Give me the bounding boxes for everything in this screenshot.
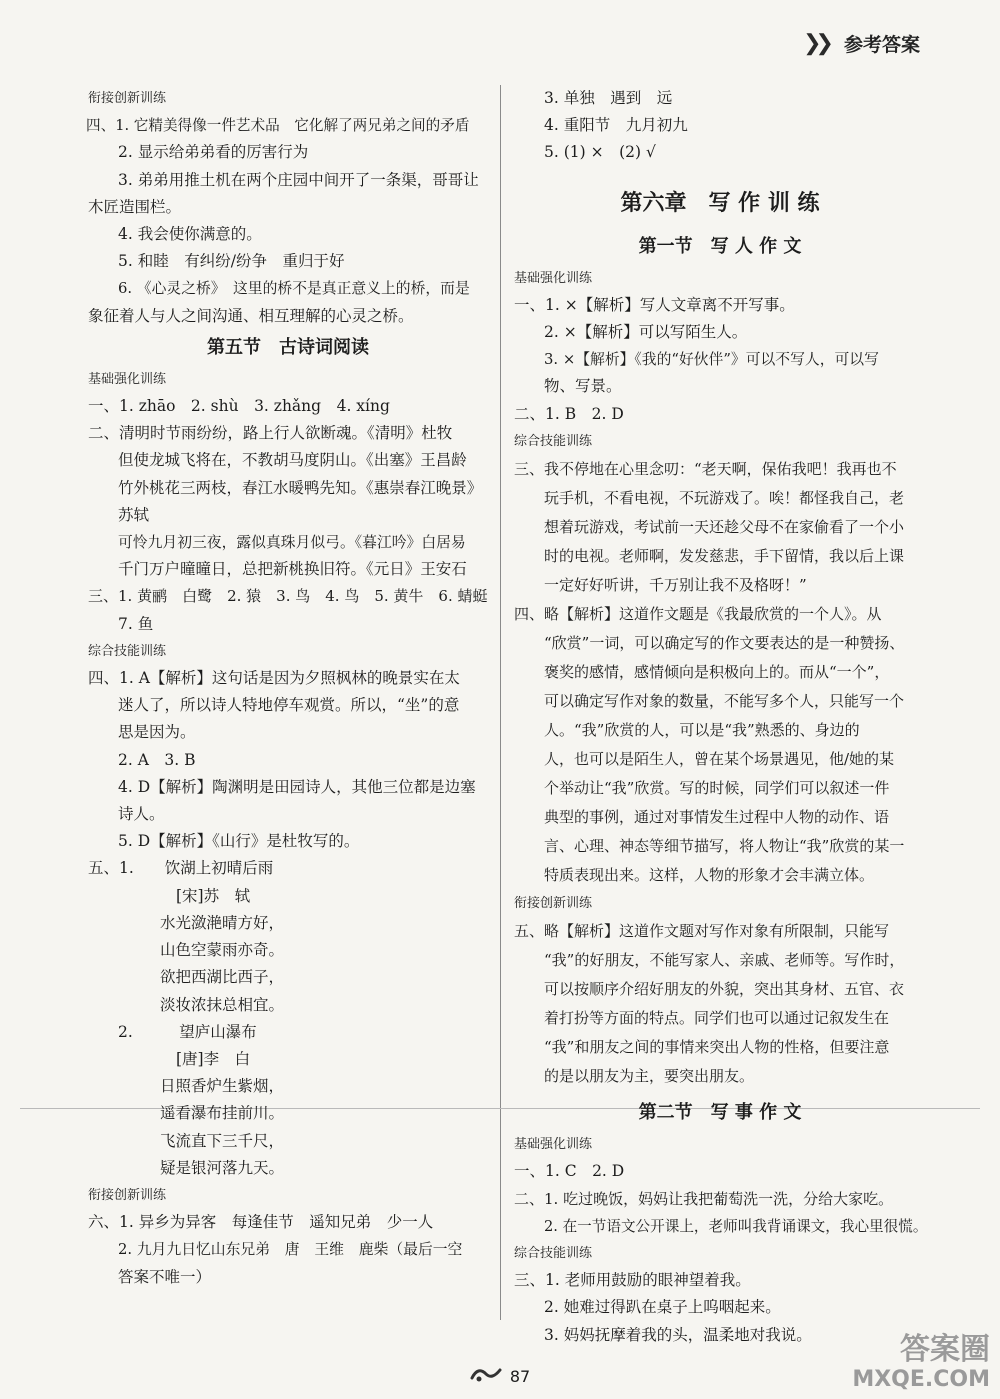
answer-line: 玩手机，不看电视，不玩游戏了。唉！都怪我自己，老	[544, 489, 905, 508]
answer-line: 诗人。	[118, 805, 165, 824]
category-label: 综合技能训练	[88, 643, 167, 659]
page-header	[803, 30, 920, 57]
answer-line: 的是以朋友为主，要突出朋友。	[544, 1067, 755, 1086]
answer-line: 一、1. C 2. D	[514, 1162, 625, 1181]
answer-line: 3. 弟弟用推土机在两个庄园中间开了一条渠，哥哥让	[118, 170, 479, 189]
answer-line: 四、略【解析】这道作文题是《我最欣赏的一个人》。从	[514, 605, 882, 624]
category-label: 基础强化训练	[514, 270, 593, 286]
answer-line: 三、我不停地在心里念叨：“老天啊，保佑我吧！我再也不	[514, 460, 897, 479]
category-label: 基础强化训练	[88, 371, 167, 387]
swirl-logo-icon	[470, 1364, 504, 1389]
poem-line: 遥看瀑布挂前川。	[160, 1104, 285, 1123]
poem-author: [唐]李 白	[176, 1049, 251, 1068]
watermark	[852, 1333, 990, 1393]
poem-line: 日照香炉生紫烟，	[160, 1077, 285, 1096]
poem-line: 淡妆浓抹总相宜。	[160, 995, 285, 1014]
answer-line: 5. D【解析】《山行》是杜牧写的。	[118, 832, 360, 851]
answer-line: 时的电视。老师啊，发发慈悲，手下留情，我以后上课	[544, 547, 905, 566]
answer-line: 象征着人与人之间沟通、相互理解的心灵之桥。	[88, 306, 414, 325]
poem-author: [宋]苏 轼	[176, 886, 251, 905]
chapter-title: 第六章 写 作 训 练	[620, 190, 820, 216]
answer-line: 2. 她难过得趴在桌子上呜咽起来。	[544, 1298, 781, 1317]
answer-line: 3. ×【解析】《我的“好伙伴”》可以不写人，可以写	[544, 351, 879, 369]
poem-title: 2. 望庐山瀑布	[118, 1022, 257, 1041]
answer-line: 千门万户曈曈日，总把新桃换旧符。《元日》王安石	[118, 560, 467, 579]
answer-line: 物、写景。	[544, 377, 622, 396]
double-chevron-right-icon: ❯❯	[803, 31, 828, 56]
answer-line: 三、1. 黄鹂 白鹭 2. 猿 3. 鸟 4. 鸟 5. 黄牛 6. 蜻蜓	[88, 587, 488, 606]
answer-line: 褒奖的感情，感情倾向是积极向上的。而从“一个”，	[544, 663, 890, 682]
category-label: 衔接创新训练	[88, 91, 167, 106]
section-title: 第二节 写 事 作 文	[638, 1102, 802, 1124]
category-label: 综合技能训练	[514, 1246, 593, 1262]
answer-line: 思是因为。	[118, 723, 196, 742]
answer-line: 二、1. 吃过晚饭，妈妈让我把葡萄洗一洗，分给大家吃。	[514, 1189, 894, 1208]
answer-line: 二、1. B 2. D	[514, 404, 624, 423]
answer-line: 可以确定写作对象的数量，不能写多个人，只能写一个	[544, 692, 905, 711]
category-label: 衔接创新训练	[88, 1187, 167, 1203]
answer-line: 迷人了，所以诗人特地停车观赏。所以，“坐”的意	[118, 696, 460, 715]
answer-line: 3. 单独 遇到 远	[544, 89, 673, 107]
answer-line: 五、略【解析】这道作文题对写作对象有所限制，只能写	[514, 922, 890, 941]
answer-line: 竹外桃花三两枝，春江水暖鸭先知。《惠崇春江晚景》	[118, 478, 483, 497]
category-label: 衔接创新训练	[514, 896, 593, 912]
answer-line: 想着玩游戏，考试前一天还趁父母不在家偷看了一个小	[544, 518, 905, 537]
column-divider	[500, 85, 501, 1320]
poem-line: 水光潋滟晴方好，	[160, 913, 285, 932]
answer-line: 3. 妈妈抚摩着我的头，温柔地对我说。	[544, 1325, 812, 1344]
answer-line: 一定好好听讲，千万别让我不及格呀！”	[544, 576, 807, 595]
answer-line: 但使龙城飞将在，不教胡马度阴山。《出塞》王昌龄	[118, 451, 467, 470]
answer-line: 四、1. A【解析】这句话是因为夕照枫林的晚景实在太	[88, 669, 460, 688]
page-footer	[0, 1364, 1000, 1389]
answer-line: 5. (1) × (2) √	[544, 143, 656, 162]
answer-line: 2. A 3. B	[118, 750, 196, 769]
section-title: 第一节 写 人 作 文	[638, 235, 802, 257]
answer-line: 答案不唯一）	[118, 1267, 212, 1286]
right-column	[514, 85, 926, 1349]
answer-line: 2. 在一节语文公开课上，老师叫我背诵课文，我心里很慌。	[544, 1217, 928, 1235]
watermark-logo: 答案圈	[900, 1332, 990, 1367]
section-title: 第五节 古诗词阅读	[207, 336, 369, 358]
answer-line: 一、1. ×【解析】写人文章离不开写事。	[514, 295, 795, 314]
category-label: 基础强化训练	[514, 1137, 593, 1153]
answer-line: 木匠造围栏。	[88, 197, 182, 216]
answer-line: 2. ×【解析】可以写陌生人。	[544, 323, 748, 342]
answer-line: 着打扮等方面的特点。同学们也可以通过记叙发生在	[544, 1009, 890, 1028]
answer-line: 人，也可以是陌生人，曾在某个场景遇见，他/她的某	[544, 750, 895, 769]
watermark-url: MXQE.COM	[852, 1367, 990, 1392]
poem-line: 飞流直下三千尺，	[160, 1131, 285, 1150]
answer-line: “我”和朋友之间的事情来突出人物的性格，但要注意	[544, 1038, 890, 1057]
answer-line: 人。“我”欣赏的人，可以是“我”熟悉的、身边的	[544, 721, 860, 740]
answer-line: 2. 九月九日忆山东兄弟 唐 王维 鹿柴（最后一空	[118, 1241, 463, 1259]
answer-line: 个举动让“我”欣赏。写的时候，同学们可以叙述一件	[544, 779, 890, 798]
answer-line: 苏轼	[118, 505, 150, 524]
header-title: 参考答案	[843, 34, 920, 56]
answer-line: 言、心理、神态等细节描写，将人物让“我”欣赏的某一	[544, 837, 905, 856]
poem-title: 五、1. 饮湖上初晴后雨	[88, 859, 274, 878]
answer-line: 典型的事例，通过对事情发生过程中人物的动作、语	[544, 808, 890, 827]
answer-line: 4. D【解析】陶渊明是田园诗人，其他三位都是边塞	[118, 777, 476, 796]
answer-line: “我”的好朋友，不能写家人、亲戚、老师等。写作时，	[544, 951, 905, 970]
page-number: 87	[509, 1367, 531, 1386]
answer-line: 二、清明时节雨纷纷，路上行人欲断魂。《清明》杜牧	[88, 424, 453, 443]
answer-line: 6. 《心灵之桥》 这里的桥不是真正意义上的桥，而是	[118, 280, 470, 298]
category-label: 综合技能训练	[514, 433, 593, 449]
answer-line: 三、1. 老师用鼓励的眼神望着我。	[514, 1271, 751, 1290]
answer-line: 一、1. zhāo 2. shù 3. zhǎng 4. xíng	[88, 397, 390, 416]
answer-line: 四、1. 它精美得像一件艺术品 它化解了两兄弟之间的矛盾	[86, 117, 470, 135]
poem-line: 欲把西湖比西子，	[160, 968, 285, 987]
answer-line: “欣赏”一词，可以确定写的作文要表达的是一种赞扬、	[544, 634, 905, 653]
answer-line: 4. 重阳节 九月初九	[544, 116, 688, 135]
answer-line: 4. 我会使你满意的。	[118, 225, 262, 244]
answer-line: 7. 鱼	[118, 614, 154, 633]
answer-line: 可怜九月初三夜，露似真珠月似弓。《暮江吟》白居易	[118, 534, 466, 552]
answer-line: 特质表现出来。这样，人物的形象才会丰满立体。	[544, 866, 875, 885]
poem-line: 山色空蒙雨亦奇。	[160, 941, 285, 960]
answer-line: 六、1. 异乡为异客 每逢佳节 遥知兄弟 少一人	[88, 1213, 434, 1232]
poem-line: 疑是银河落九天。	[160, 1158, 285, 1177]
left-column	[88, 85, 488, 1291]
answer-line: 5. 和睦 有纠纷/纷争 重归于好	[118, 252, 345, 271]
answer-line: 可以按顺序介绍好朋友的外貌，突出其身材、五官、衣	[544, 980, 905, 999]
answer-line: 2. 显示给弟弟看的厉害行为	[118, 143, 309, 162]
